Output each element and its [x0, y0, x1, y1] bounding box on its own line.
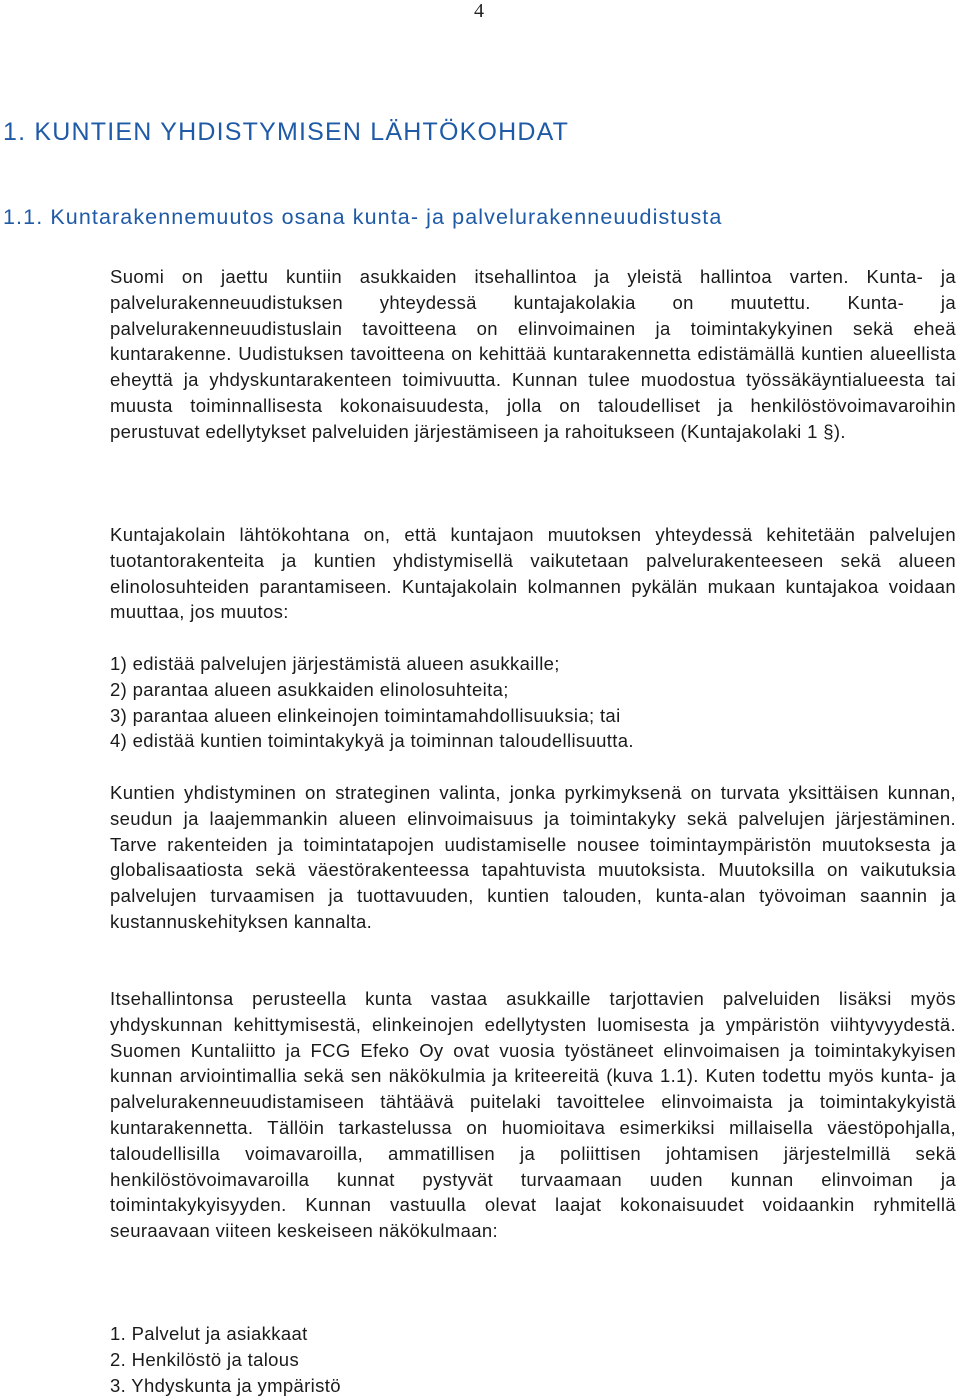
chapter-heading: 1. KUNTIEN YHDISTYMISEN LÄHTÖKOHDAT: [3, 118, 570, 146]
list-item: 2) parantaa alueen asukkaiden elinolosuhteita;: [110, 678, 509, 700]
list-item: 1. Palvelut ja asiakkaat: [110, 1323, 308, 1344]
list-item: 2. Henkilöstö ja talous: [110, 1348, 300, 1370]
body-text-block-1: [110, 264, 956, 445]
paragraph-kuntajakolaki: Kuntajakolain lähtökohtana on, että kuntajaon muutoksen yhteydessä kehitetään palvelujen tuotantorakenteita ja kuntien yhdistymisellä vaikutetaan palvelurakenteeseen sekä alueen elinolosuhteiden parantamiseen. Kuntajakolain kolmannen pykälän mukaan kuntajakoa voidaan muuttaa, jos muutos:: [110, 524, 956, 623]
criteria-list-block: [110, 651, 956, 754]
paragraph-yhdistyminen: Kuntien yhdistyminen on strateginen valinta, jonka pyrkimyksenä on turvata yksittäisen kunnan, seudun ja laajemmankin alueen elinvoimaisuus ja toimintakyky sekä palvelujen järjestäminen. Tarve rakenteiden ja toimintatapojen uudistamiselle nousee toimintaympäristön muutoksesta ja globalisaatiosta sekä väestörakenteessa tapahtuvista muutoksista. Muutoksilla on vaikutuksia palvelujen turvaamisen ja tuottavuuden, kuntien talouden, kunta-alan työvoiman saannin ja kustannuskehityksen kannalta.: [110, 782, 956, 932]
body-text-block-2: [110, 522, 956, 625]
section-heading: 1.1. Kuntarakennemuutos osana kunta- ja palvelurakenneuudistusta: [3, 205, 723, 229]
paragraph-itsehallinto: Itsehallintonsa perusteella kunta vastaa asukkaille tarjottavien palveluiden lisäksi myös yhdyskunnan kehittymisestä, elinkeinojen edellytysten luomisesta ja ympäristön viihtyvyydestä. Suomen Kuntaliitto ja FCG Efeko Oy ovat vuosia työstäneet elinvoimaisen ja toimintakykyisen kunnan arviointimallia sekä sen näkökulmia ja kriteereitä (kuva 1.1). Kuten todettu myös kunta- ja palvelurakenneuudistamiseen tähtäävä puitelaki tavoittelee elinvoimaista ja toimintakykyistä kuntarakennetta. Tällöin tarkastelussa on huomioitava esimerkiksi millaisella väestöpohjalla, taloudellisilla voimavaroilla, ammatillisen ja poliittisen johtamisen järjestelmillä sekä henkilöstövoimavaroilla kunnat pystyvät turvaamaan uuden kunnan elinvoiman ja toimintakykyisyyden. Kunnan vastuulla olevat laajat kokonaisuudet voidaankin ryhmitellä seuraavaan viiteen keskeiseen näkökulmaan:: [110, 988, 956, 1242]
list-item: 1) edistää palvelujen järjestämistä alueen asukkaille;: [110, 653, 560, 674]
list-item: 4) edistää kuntien toimintakykyä ja toiminnan taloudellisuutta.: [110, 730, 634, 752]
list-item: 3) parantaa alueen elinkeinojen toimintamahdollisuuksia; tai: [110, 704, 621, 726]
body-text-block-3: [110, 780, 956, 935]
criteria-list: [110, 651, 956, 754]
page-number: 4: [474, 0, 484, 22]
list-item: 3. Yhdyskunta ja ympäristö: [110, 1374, 341, 1396]
perspectives-list: [110, 1321, 956, 1398]
body-text-block-4: [110, 986, 956, 1244]
paragraph-intro: Suomi on jaettu kuntiin asukkaiden itsehallintoa ja yleistä hallintoa varten. Kunta- ja palvelurakenneuudistuksen yhteydessä kuntajakolakia on muutettu. Kunta- ja palvelurakenneuudistuslain tavoitteena on elinvoimainen ja toimintakykyinen sekä eheä kuntarakenne. Uudistuksen tavoitteena on kehittää kuntarakennetta edistämällä kuntien alueellista eheyttä ja yhdyskuntarakenteen toimivuutta. Kunnan tulee muodostua työssäkäyntialueesta tai muusta toiminnallisesta kokonaisuudesta, jolla on taloudelliset ja henkilöstövoimavaroihin perustuvat edellytykset palveluiden järjestämiseen ja rahoitukseen (Kuntajakolaki 1 §).: [110, 266, 956, 442]
perspectives-list-block: [110, 1321, 956, 1398]
